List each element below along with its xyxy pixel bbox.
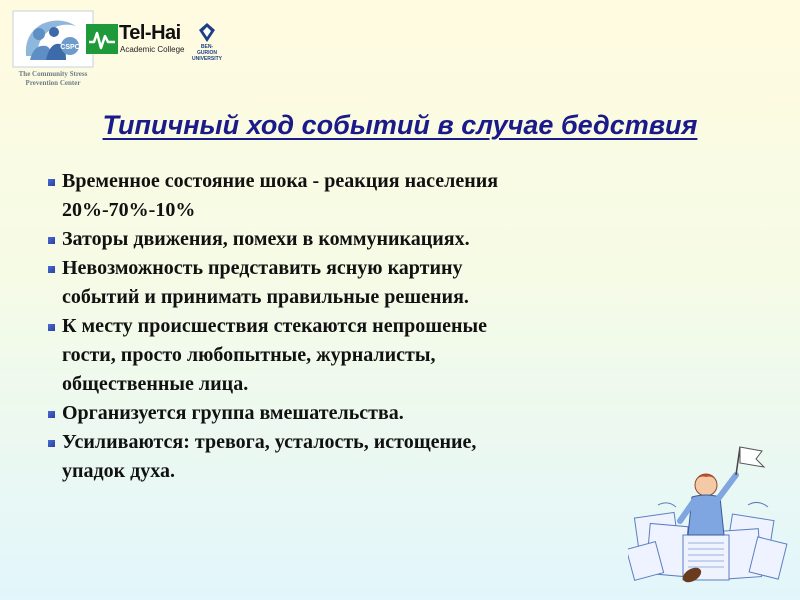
bullet-text: Заторы движения, помехи в коммуникациях. (62, 228, 470, 250)
person-in-papers-clipart (628, 445, 788, 585)
slide-title: Типичный ход событий в случае бедствия (102, 110, 698, 140)
bullet-square-icon (48, 237, 55, 244)
bullet-item (48, 167, 668, 225)
bullet-item (48, 254, 668, 312)
bgu-logo (191, 22, 223, 62)
bullet-item (48, 312, 668, 399)
tel-hai-logo-icon (86, 24, 118, 54)
bgu-text: BEN-GURION UNIVERSITY (191, 44, 222, 62)
bullet-item (48, 225, 668, 254)
bullet-square-icon (48, 266, 55, 273)
community-logo-icon (12, 10, 94, 68)
bgu-logo-icon (191, 22, 223, 44)
tel-hai-name: Tel-Hai (119, 22, 181, 44)
tel-hai-logo (86, 24, 190, 58)
bullet-square-icon (48, 324, 55, 331)
bullet-item (48, 399, 668, 428)
bullet-text: Невозможность представить ясную картину событий и принимать правильные решения. (62, 257, 469, 308)
bullet-item (48, 428, 668, 486)
bullet-text: Временное состояние шока - реакция населения 20%-70%-10% (62, 170, 499, 221)
bullet-square-icon (48, 179, 55, 186)
bullet-text: Организуется группа вмешательства. (62, 402, 404, 424)
community-stress-prevention-center-logo (12, 10, 94, 95)
bullet-square-icon (48, 440, 55, 447)
csc-caption: The Community Stress Prevention Center (18, 70, 88, 87)
tel-hai-subtitle: Academic College (120, 45, 185, 54)
csc-badge-text: CSPC (60, 44, 80, 51)
bullet-text: Усиливаются: тревога, усталость, истощение, упадок духа. (62, 431, 477, 482)
bullet-text: К месту происшествия стекаются непрошеные гости, просто любопытные, журналисты, общественные лица. (62, 315, 487, 395)
bullet-square-icon (48, 411, 55, 418)
bullet-list (48, 167, 668, 486)
